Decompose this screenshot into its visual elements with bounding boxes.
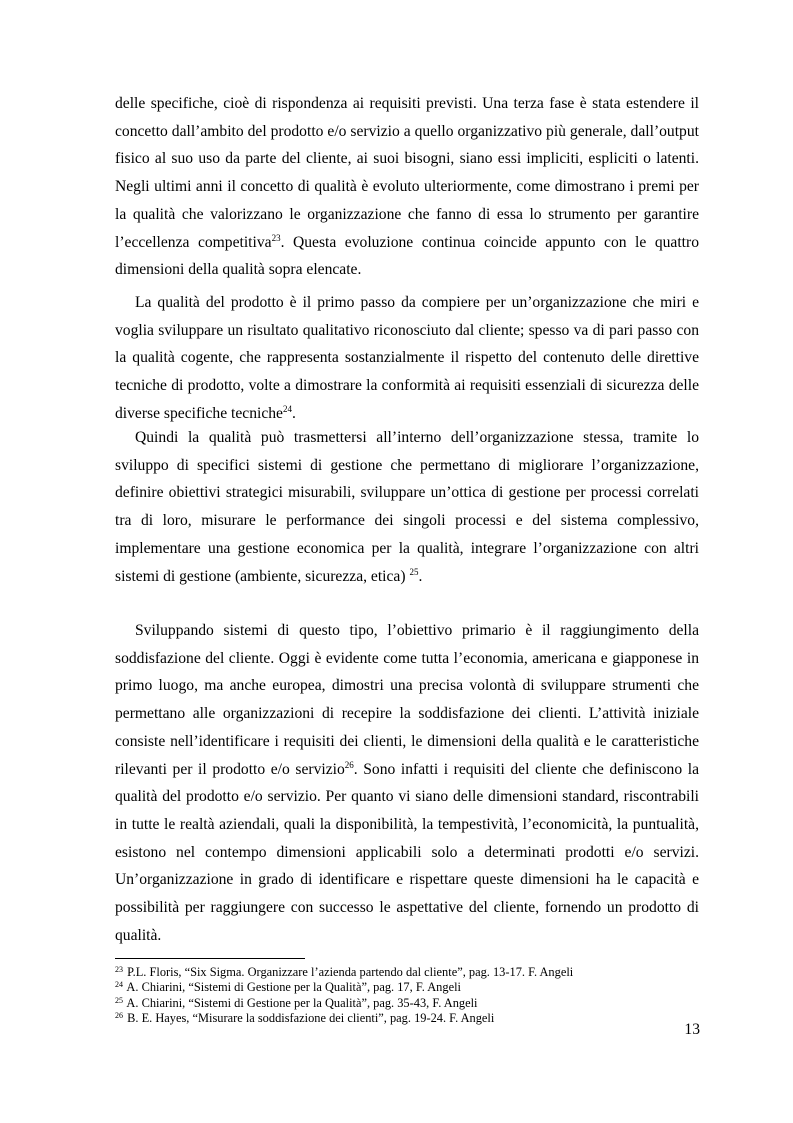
footnote-text: A. Chiarini, “Sistemi di Gestione per la Qualità”, pag. 35-43, F. Angeli (126, 995, 478, 1010)
paragraph-text: . (291, 404, 296, 422)
footnote-24 (115, 980, 699, 995)
paragraph-text: . Sono infatti i requisiti del cliente che definiscono la qualità del prodotto e/o servizio. Per quanto vi siano delle dimensioni standard, riscontrabili in tutte le realtà aziendali, quali la disponibilità, la tempestività, l’economicità, la puntualità, esistono nel contempo dimensioni applicabili solo a determinati prodotti e/o servizi. Un’organizzazione in grado di identificare e rispettare queste dimensioni ha le capacità e possibilità per raggiungere con successo le aspettative del cliente, fornendo un prodotto di qualità. (115, 760, 699, 944)
footnote-number: 23 (115, 965, 123, 974)
footnote-number: 25 (115, 995, 123, 1005)
body-paragraph-2 (115, 289, 699, 428)
footnote-number: 24 (115, 980, 123, 990)
footnote-23 (115, 965, 699, 980)
footnotes-section (115, 965, 699, 1027)
paragraph-text: delle specifiche, cioè di rispondenza ai requisiti previsti. Una terza fase è stata estendere il concetto dall’ambito del prodotto e/o servizio a quello organizzativo più generale, dall’output fisico al suo uso da parte del cliente, ai suoi bisogni, siano essi impliciti, espliciti o latenti. Negli ultimi anni il concetto di qualità è evoluto ulteriormente, come dimostrano i premi per la qualità che valorizzano le organizzazione che fanno di essa lo strumento per garantire l’eccellenza competitiva (115, 95, 699, 251)
footnote-text: B. E. Hayes, “Misurare la soddisfazione dei clienti”, pag. 19-24. F. Angeli (127, 1011, 495, 1026)
footnote-separator (115, 958, 305, 959)
page-number: 13 (684, 1021, 700, 1038)
body-paragraph-1 (115, 90, 699, 284)
footnote-reference[interactable]: 26 (344, 759, 354, 770)
footnote-reference[interactable]: 25 (409, 566, 419, 577)
footnote-25 (115, 996, 699, 1011)
footnote-text: A. Chiarini, “Sistemi di Gestione per la Qualità”, pag. 17, F. Angeli (126, 980, 461, 995)
paragraph-text: . (418, 567, 423, 585)
paragraph-text: Sviluppando sistemi di questo tipo, l’obiettivo primario è il raggiungimento della soddisfazione del cliente. Oggi è evidente come tutta l’economia, americana e giapponese in primo luogo, ma anche europea, dimostri una precisa volontà di sviluppare strumenti che permettano alle organizzazioni di recepire la soddisfazione dei clienti. L’attività iniziale consiste nell’identificare i requisiti dei clienti, le dimensioni della qualità e le caratteristiche rilevanti per il prodotto e/o servizio (115, 622, 699, 778)
footnote-reference[interactable]: 23 (271, 232, 281, 243)
footnote-text: P.L. Floris, “Six Sigma. Organizzare l’azienda partendo dal cliente”, pag. 13-17. F. Angeli (127, 965, 574, 979)
footnote-number: 26 (115, 1011, 123, 1021)
paragraph-text: Quindi la qualità può trasmettersi all’interno dell’organizzazione stessa, tramite lo sviluppo di specifici sistemi di gestione che permettano di migliorare l’organizzazione, definire obiettivi strategici misurabili, sviluppare un’ottica di gestione per processi correlati tra di loro, misurare le performance dei singoli processi e del sistema complessivo, implementare una gestione economica per la qualità, integrare l’organizzazione con altri sistemi di gestione (ambiente, sicurezza, etica) (115, 429, 699, 585)
paragraph-text: . Questa evoluzione continua coincide appunto con le quattro dimensioni della qualità sopra elencate. (115, 233, 699, 279)
paragraph-text: La qualità del prodotto è il primo passo da compiere per un’organizzazione che miri e voglia sviluppare un risultato qualitativo riconosciuto dal cliente; spesso va di pari passo con la qualità cogente, che rappresenta sostanzialmente il rispetto del contenuto delle direttive tecniche di prodotto, volte a dimostrare la conformità ai requisiti essenziali di sicurezza delle diverse specifiche tecniche (115, 294, 699, 422)
body-paragraph-4 (115, 617, 699, 949)
body-paragraph-3 (115, 424, 699, 590)
footnote-reference[interactable]: 24 (282, 403, 292, 414)
